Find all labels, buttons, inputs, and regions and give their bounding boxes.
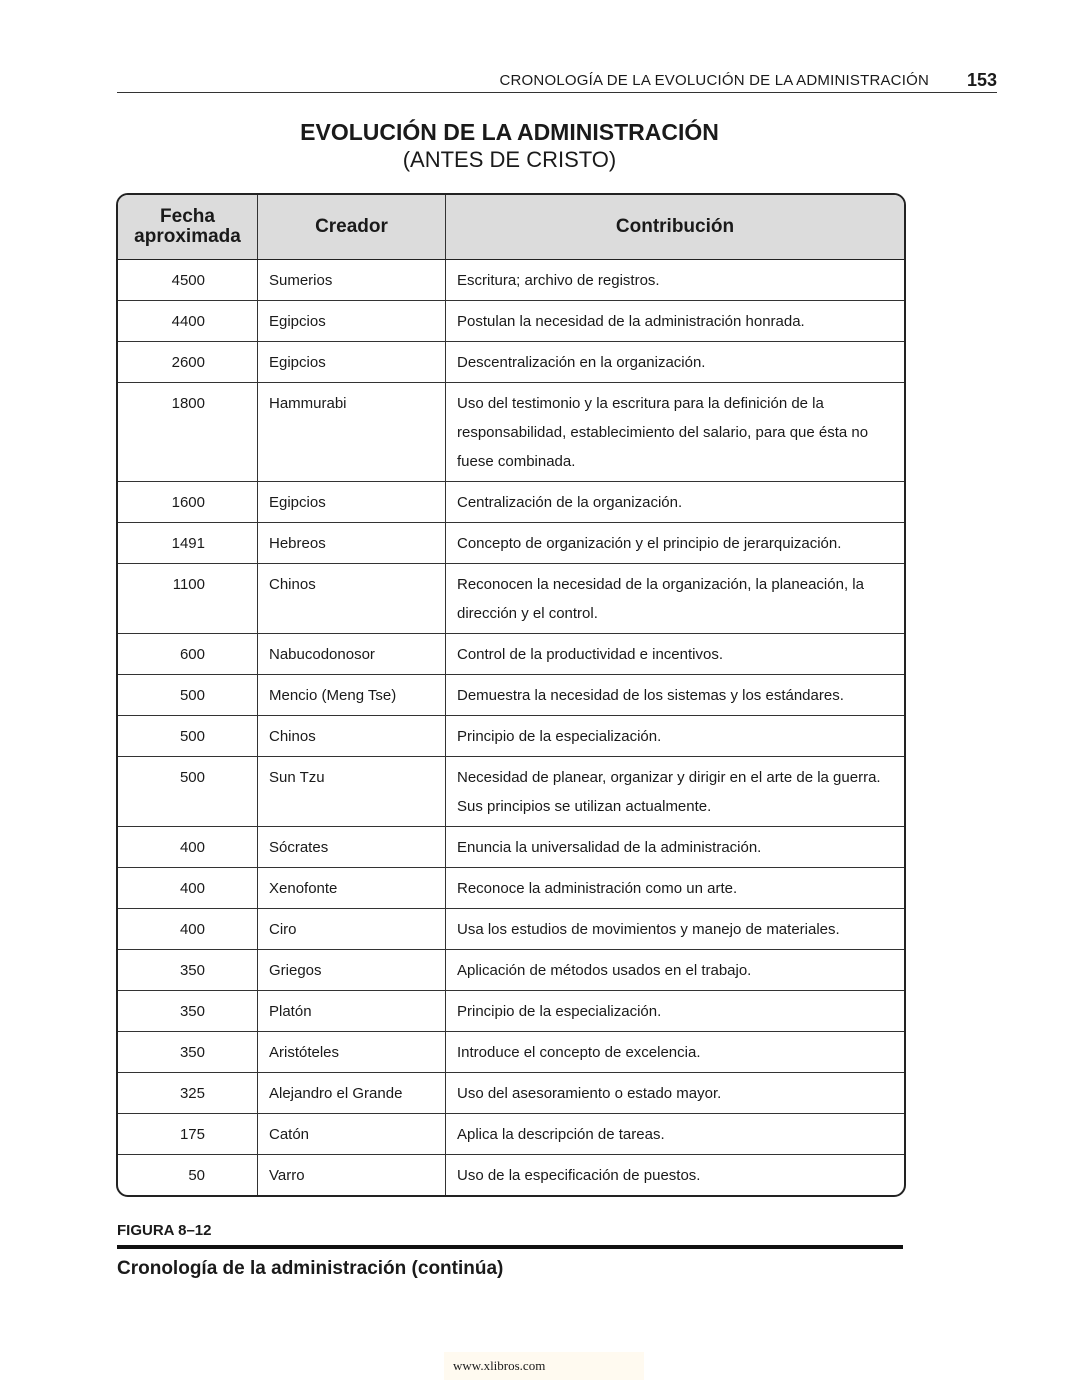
cell-date: 400	[118, 909, 258, 950]
table-header-row	[118, 195, 904, 260]
cell-contribution: Enuncia la universalidad de la administración.	[446, 827, 905, 868]
column-header-contribution: Contribución	[446, 195, 905, 260]
table-row	[118, 1155, 904, 1196]
table-row	[118, 301, 904, 342]
table-row	[118, 564, 904, 634]
cell-contribution: Aplicación de métodos usados en el trabajo.	[446, 950, 905, 991]
cell-contribution: Escritura; archivo de registros.	[446, 260, 905, 301]
cell-creator: Xenofonte	[258, 868, 446, 909]
cell-contribution: Uso del testimonio y la escritura para la definición de la responsabilidad, establecimiento del salario, para que ésta no fuese combinada.	[446, 383, 905, 482]
table-row	[118, 827, 904, 868]
cell-date: 350	[118, 950, 258, 991]
table-row	[118, 260, 904, 301]
table-row	[118, 716, 904, 757]
table-row	[118, 634, 904, 675]
table-row	[118, 868, 904, 909]
cell-contribution: Reconoce la administración como un arte.	[446, 868, 905, 909]
cell-creator: Alejandro el Grande	[258, 1073, 446, 1114]
figure-label: FIGURA 8–12	[117, 1222, 903, 1249]
chronology-table	[116, 193, 906, 1197]
cell-creator: Griegos	[258, 950, 446, 991]
cell-contribution: Reconocen la necesidad de la organización, la planeación, la dirección y el control.	[446, 564, 905, 634]
cell-date: 50	[118, 1155, 258, 1196]
cell-contribution: Usa los estudios de movimientos y manejo de materiales.	[446, 909, 905, 950]
cell-creator: Varro	[258, 1155, 446, 1196]
cell-date: 175	[118, 1114, 258, 1155]
figure-caption: Cronología de la administración (continúa)	[117, 1258, 504, 1279]
table-row	[118, 675, 904, 716]
cell-creator: Aristóteles	[258, 1032, 446, 1073]
table-row	[118, 342, 904, 383]
cell-date: 500	[118, 716, 258, 757]
cell-creator: Chinos	[258, 564, 446, 634]
cell-creator: Egipcios	[258, 482, 446, 523]
cell-creator: Chinos	[258, 716, 446, 757]
table-row	[118, 383, 904, 482]
cell-contribution: Concepto de organización y el principio de jerarquización.	[446, 523, 905, 564]
cell-creator: Sumerios	[258, 260, 446, 301]
cell-date: 1800	[118, 383, 258, 482]
cell-contribution: Demuestra la necesidad de los sistemas y los estándares.	[446, 675, 905, 716]
column-header-creator: Creador	[258, 195, 446, 260]
table-row	[118, 950, 904, 991]
cell-creator: Egipcios	[258, 342, 446, 383]
cell-contribution: Centralización de la organización.	[446, 482, 905, 523]
running-header	[117, 70, 997, 93]
cell-date: 4400	[118, 301, 258, 342]
running-title: CRONOLOGÍA DE LA EVOLUCIÓN DE LA ADMINISTRACIÓN	[499, 72, 929, 89]
cell-contribution: Aplica la descripción de tareas.	[446, 1114, 905, 1155]
cell-date: 400	[118, 827, 258, 868]
cell-date: 1600	[118, 482, 258, 523]
cell-creator: Egipcios	[258, 301, 446, 342]
cell-contribution: Postulan la necesidad de la administración honrada.	[446, 301, 905, 342]
figure-caption-block	[117, 1222, 903, 1280]
cell-contribution: Principio de la especialización.	[446, 716, 905, 757]
cell-creator: Nabucodonosor	[258, 634, 446, 675]
cell-date: 1100	[118, 564, 258, 634]
cell-date: 1491	[118, 523, 258, 564]
cell-creator: Mencio (Meng Tse)	[258, 675, 446, 716]
table-row	[118, 909, 904, 950]
table-row	[118, 1114, 904, 1155]
cell-date: 400	[118, 868, 258, 909]
table-row	[118, 1073, 904, 1114]
column-header-date	[118, 195, 258, 260]
table-row	[118, 757, 904, 827]
title-line2: (ANTES DE CRISTO)	[402, 147, 617, 172]
title-line1: EVOLUCIÓN DE LA ADMINISTRACIÓN	[300, 119, 719, 145]
cell-contribution: Introduce el concepto de excelencia.	[446, 1032, 905, 1073]
cell-date: 325	[118, 1073, 258, 1114]
cell-creator: Hammurabi	[258, 383, 446, 482]
cell-contribution: Necesidad de planear, organizar y dirigir en el arte de la guerra. Sus principios se utilizan actualmente.	[446, 757, 905, 827]
cell-creator: Catón	[258, 1114, 446, 1155]
cell-contribution: Control de la productividad e incentivos.	[446, 634, 905, 675]
cell-contribution: Uso del asesoramiento o estado mayor.	[446, 1073, 905, 1114]
table-row	[118, 482, 904, 523]
cell-date: 2600	[118, 342, 258, 383]
cell-creator: Platón	[258, 991, 446, 1032]
cell-creator: Hebreos	[258, 523, 446, 564]
cell-creator: Sun Tzu	[258, 757, 446, 827]
cell-contribution: Principio de la especialización.	[446, 991, 905, 1032]
cell-date: 350	[118, 1032, 258, 1073]
cell-date: 500	[118, 675, 258, 716]
cell-contribution: Uso de la especificación de puestos.	[446, 1155, 905, 1196]
cell-contribution: Descentralización en la organización.	[446, 342, 905, 383]
table-row	[118, 1032, 904, 1073]
watermark: www.xlibros.com	[444, 1352, 644, 1380]
cell-creator: Sócrates	[258, 827, 446, 868]
table-title	[117, 118, 902, 174]
page-number: 153	[966, 70, 997, 90]
table-row	[118, 991, 904, 1032]
table-row	[118, 523, 904, 564]
cell-date: 600	[118, 634, 258, 675]
cell-creator: Ciro	[258, 909, 446, 950]
cell-date: 4500	[171, 272, 205, 289]
column-header-date-label: Fecha aproximada	[134, 206, 241, 247]
cell-date: 350	[118, 991, 258, 1032]
cell-date: 500	[118, 757, 258, 827]
